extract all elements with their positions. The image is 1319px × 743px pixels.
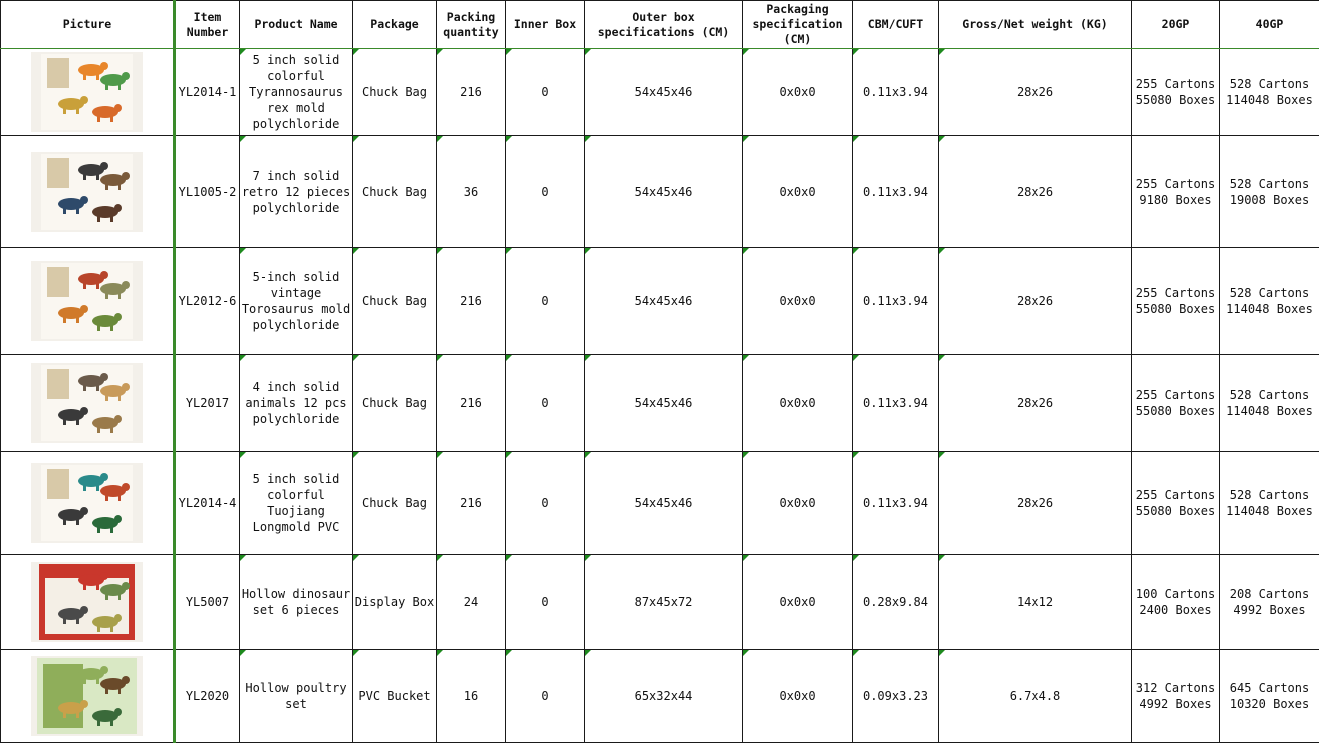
header-row	[1, 1, 1319, 49]
table-row	[1, 248, 1319, 355]
outer-box-cell: 54x45x46	[585, 136, 743, 248]
20gp-boxes: 9180 Boxes	[1139, 192, 1212, 207]
header-packaging-spec: Packaging specification (CM)	[743, 1, 853, 49]
product-thumbnail	[31, 152, 143, 232]
20gp-boxes: 55080 Boxes	[1135, 302, 1216, 316]
product-thumbnail	[31, 562, 143, 642]
20gp-cell	[1132, 555, 1220, 650]
20gp-cell	[1132, 452, 1220, 555]
inner-box-cell: 0	[506, 650, 585, 743]
cbm-cuft-cell: 0.09x3.23	[853, 650, 939, 743]
table-row	[1, 452, 1319, 555]
20gp-cartons: 255 Cartons	[1135, 286, 1216, 300]
40gp-cell	[1220, 555, 1319, 650]
packaging-spec-cell: 0x0x0	[743, 248, 853, 355]
header-cbm-cuft: CBM/CUFT	[853, 1, 939, 49]
inner-box-cell: 0	[506, 136, 585, 248]
outer-box-cell: 54x45x46	[585, 452, 743, 555]
picture-cell	[1, 355, 175, 452]
product-thumbnail	[31, 52, 143, 132]
packing-quantity-cell: 16	[437, 650, 506, 743]
packaging-spec-cell: 0x0x0	[743, 555, 853, 650]
20gp-boxes: 4992 Boxes	[1139, 697, 1212, 711]
weight-cell: 28x26	[939, 452, 1132, 555]
packaging-spec-cell: 0x0x0	[743, 650, 853, 743]
product-thumbnail	[31, 656, 143, 736]
packaging-spec-cell: 0x0x0	[743, 452, 853, 555]
inner-box-cell: 0	[506, 355, 585, 452]
table-row	[1, 650, 1319, 743]
40gp-cartons: 528 Cartons	[1229, 77, 1310, 91]
weight-cell: 14x12	[939, 555, 1132, 650]
header-package: Package	[353, 1, 437, 49]
table-row	[1, 355, 1319, 452]
packing-quantity-cell: 24	[437, 555, 506, 650]
packaging-spec-cell: 0x0x0	[743, 136, 853, 248]
product-name-cell: 5 inch solid colorful Tyrannosaurus rex mold polychloride	[240, 49, 353, 136]
table-row	[1, 555, 1319, 650]
cbm-cuft-cell: 0.11x3.94	[853, 248, 939, 355]
40gp-cartons: 645 Cartons	[1229, 681, 1310, 695]
product-thumbnail	[31, 261, 143, 341]
cbm-cuft-cell: 0.11x3.94	[853, 49, 939, 136]
product-thumbnail	[31, 463, 143, 543]
packing-quantity-cell: 216	[437, 49, 506, 136]
picture-cell	[1, 248, 175, 355]
product-name-cell: 5-inch solid vintage Torosaurus mold polychloride	[240, 248, 353, 355]
40gp-cell	[1220, 452, 1319, 555]
inner-box-cell: 0	[506, 452, 585, 555]
outer-box-cell: 54x45x46	[585, 49, 743, 136]
20gp-cartons: 100 Cartons	[1135, 587, 1216, 601]
cbm-cuft-cell: 0.11x3.94	[853, 355, 939, 452]
package-cell: PVC Bucket	[353, 650, 437, 743]
40gp-boxes: 19008 Boxes	[1229, 192, 1310, 207]
40gp-cell	[1220, 136, 1319, 248]
40gp-boxes: 114048 Boxes	[1226, 93, 1313, 107]
40gp-cartons: 208 Cartons	[1229, 587, 1310, 601]
item-number-cell: YL2014-4	[175, 452, 240, 555]
package-cell: Chuck Bag	[353, 248, 437, 355]
inner-box-cell: 0	[506, 248, 585, 355]
item-number-cell: YL2012-6	[175, 248, 240, 355]
item-number-cell: YL1005-2	[175, 136, 240, 248]
picture-cell	[1, 452, 175, 555]
40gp-cell	[1220, 650, 1319, 743]
product-name-cell: 4 inch solid animals 12 pcs polychloride	[240, 355, 353, 452]
package-cell: Chuck Bag	[353, 355, 437, 452]
40gp-cartons: 528 Cartons	[1229, 488, 1310, 502]
item-number-cell: YL2020	[175, 650, 240, 743]
packing-quantity-cell: 216	[437, 355, 506, 452]
package-cell: Chuck Bag	[353, 49, 437, 136]
package-cell: Display Box	[353, 555, 437, 650]
20gp-boxes: 2400 Boxes	[1139, 603, 1212, 617]
outer-box-cell: 54x45x46	[585, 355, 743, 452]
header-weight: Gross/Net weight (KG)	[939, 1, 1132, 49]
header-inner-box: Inner Box	[506, 1, 585, 49]
20gp-cell	[1132, 355, 1220, 452]
inner-box-cell: 0	[506, 555, 585, 650]
20gp-cell	[1132, 248, 1220, 355]
item-number-cell: YL2014-1	[175, 49, 240, 136]
picture-cell	[1, 136, 175, 248]
40gp-boxes: 114048 Boxes	[1226, 504, 1313, 518]
40gp-boxes: 4992 Boxes	[1233, 603, 1306, 617]
packaging-spec-cell: 0x0x0	[743, 355, 853, 452]
product-thumbnail	[31, 363, 143, 443]
20gp-boxes: 55080 Boxes	[1135, 93, 1216, 107]
header-item-number: Item Number	[175, 1, 240, 49]
header-product-name: Product Name	[240, 1, 353, 49]
weight-cell: 28x26	[939, 355, 1132, 452]
20gp-boxes: 55080 Boxes	[1135, 504, 1216, 518]
20gp-cell	[1132, 650, 1220, 743]
weight-cell: 28x26	[939, 49, 1132, 136]
40gp-boxes: 114048 Boxes	[1226, 404, 1313, 418]
weight-cell: 28x26	[939, 136, 1132, 248]
40gp-cartons: 528 Cartons	[1229, 176, 1310, 191]
20gp-cell	[1132, 49, 1220, 136]
header-picture: Picture	[1, 1, 175, 49]
20gp-cartons: 255 Cartons	[1135, 176, 1216, 191]
product-name-cell: 7 inch solid retro 12 pieces polychloride	[240, 136, 353, 248]
20gp-cartons: 255 Cartons	[1135, 488, 1216, 502]
cbm-cuft-cell: 0.11x3.94	[853, 452, 939, 555]
package-cell: Chuck Bag	[353, 136, 437, 248]
40gp-cartons: 528 Cartons	[1229, 388, 1310, 402]
20gp-cartons: 255 Cartons	[1135, 77, 1216, 91]
40gp-cell	[1220, 248, 1319, 355]
table-row	[1, 49, 1319, 136]
picture-cell	[1, 49, 175, 136]
40gp-cell	[1220, 49, 1319, 136]
20gp-cartons: 312 Cartons	[1135, 681, 1216, 695]
packing-quantity-cell: 216	[437, 248, 506, 355]
packaging-spec-cell: 0x0x0	[743, 49, 853, 136]
20gp-cell	[1132, 136, 1220, 248]
table-row	[1, 136, 1319, 248]
weight-cell: 6.7x4.8	[939, 650, 1132, 743]
header-20gp: 20GP	[1132, 1, 1220, 49]
picture-cell	[1, 650, 175, 743]
inner-box-cell: 0	[506, 49, 585, 136]
header-40gp: 40GP	[1220, 1, 1319, 49]
weight-cell: 28x26	[939, 248, 1132, 355]
product-name-cell: Hollow poultry set	[240, 650, 353, 743]
20gp-boxes: 55080 Boxes	[1135, 404, 1216, 418]
40gp-cell	[1220, 355, 1319, 452]
picture-cell	[1, 555, 175, 650]
40gp-boxes: 114048 Boxes	[1226, 302, 1313, 316]
cbm-cuft-cell: 0.11x3.94	[853, 136, 939, 248]
packing-quantity-cell: 36	[437, 136, 506, 248]
cbm-cuft-cell: 0.28x9.84	[853, 555, 939, 650]
40gp-cartons: 528 Cartons	[1229, 286, 1310, 300]
20gp-cartons: 255 Cartons	[1135, 388, 1216, 402]
40gp-boxes: 10320 Boxes	[1229, 697, 1310, 711]
header-outer-box: Outer box specifications (CM)	[585, 1, 743, 49]
package-cell: Chuck Bag	[353, 452, 437, 555]
header-packing-quantity: Packing quantity	[437, 1, 506, 49]
item-number-cell: YL2017	[175, 355, 240, 452]
product-name-cell: 5 inch solid colorful Tuojiang Longmold PVC	[240, 452, 353, 555]
product-name-cell: Hollow dinosaur set 6 pieces	[240, 555, 353, 650]
outer-box-cell: 87x45x72	[585, 555, 743, 650]
outer-box-cell: 65x32x44	[585, 650, 743, 743]
outer-box-cell: 54x45x46	[585, 248, 743, 355]
item-number-cell: YL5007	[175, 555, 240, 650]
packing-quantity-cell: 216	[437, 452, 506, 555]
